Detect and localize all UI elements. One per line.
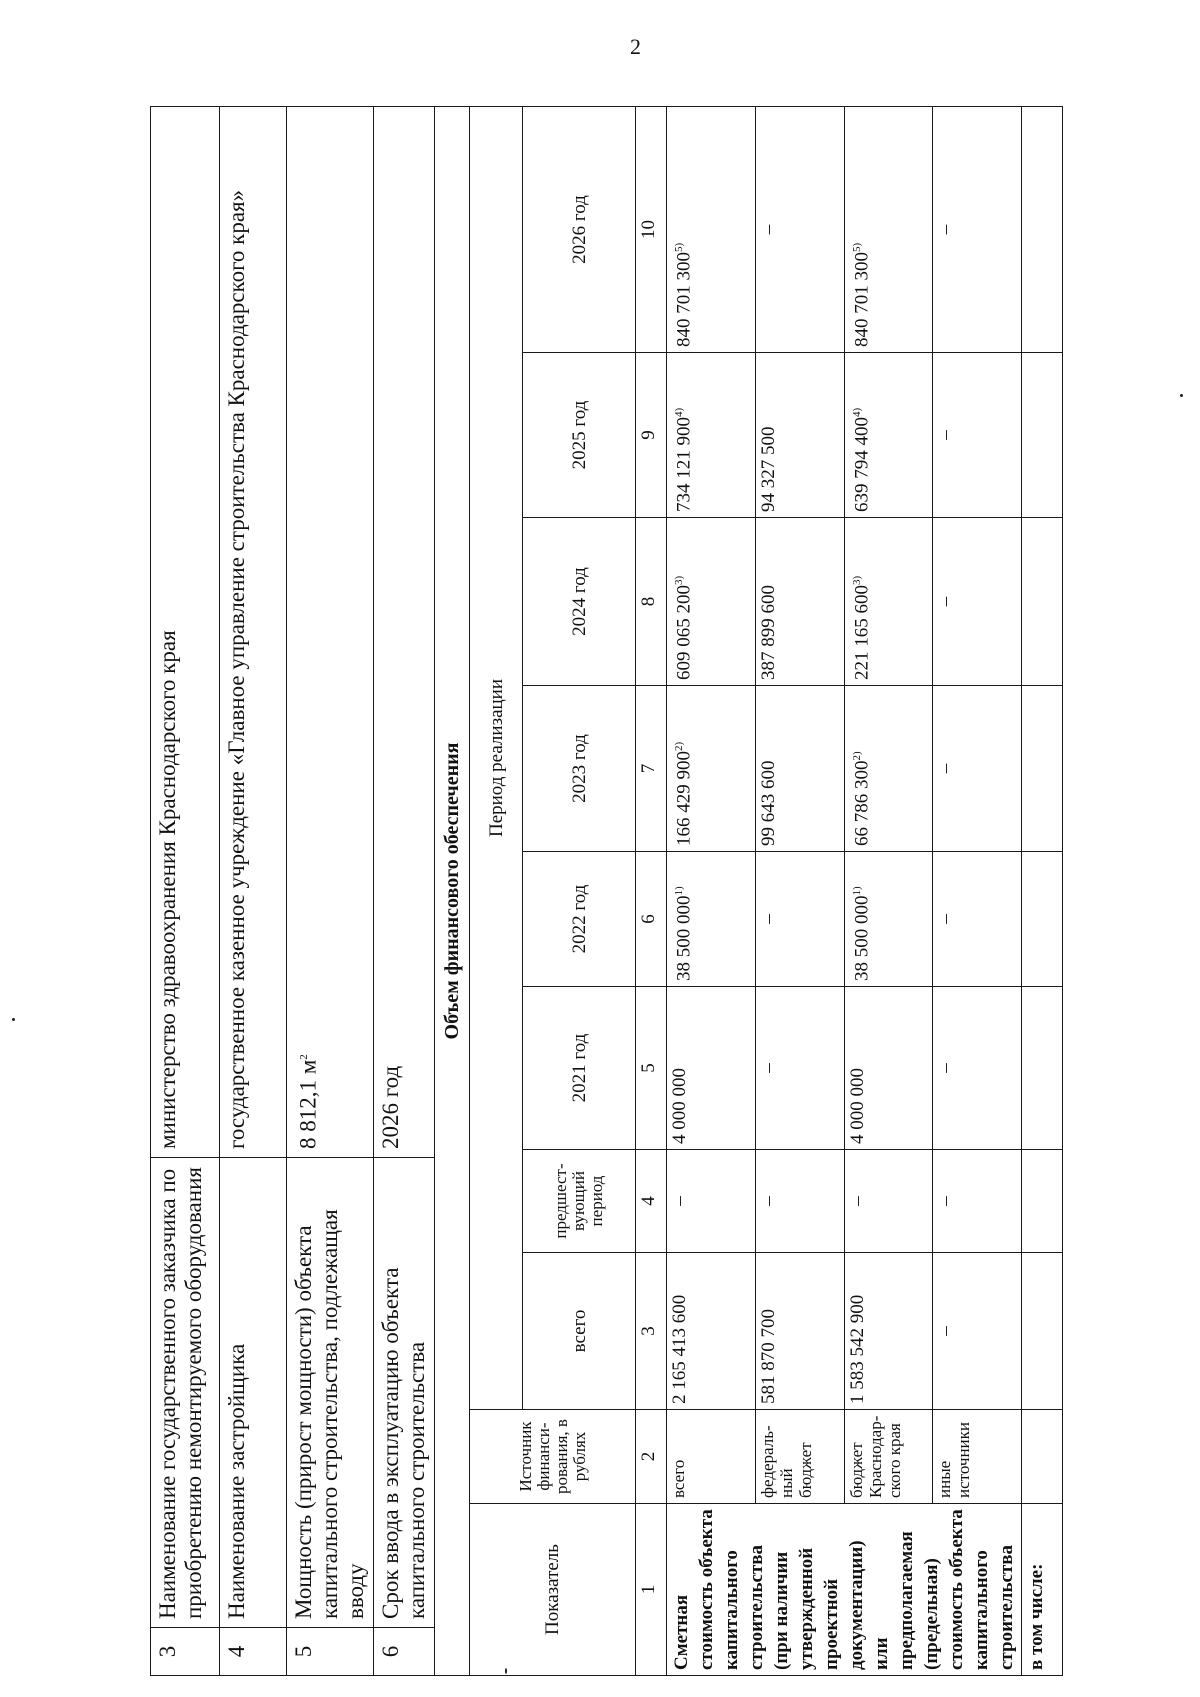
page-number: 2	[630, 34, 641, 59]
info-row-number: 6	[374, 1628, 435, 1676]
amount: 639 794 400	[850, 417, 872, 512]
amount: –	[757, 914, 779, 924]
empty-cell	[1022, 686, 1063, 852]
value-cell	[755, 852, 844, 987]
column-number: 8	[636, 518, 667, 686]
info-row	[220, 107, 287, 1676]
source-cell: бюджет Краснодар-ского края	[844, 1410, 933, 1504]
amount: –	[757, 1196, 779, 1206]
source-cell: федераль-ный бюджет	[755, 1410, 844, 1504]
amount: –	[935, 1063, 957, 1073]
info-row-number: 3	[151, 1628, 220, 1676]
info-row-value: министерство здравоохранения Краснодарского края	[151, 107, 220, 1158]
value-cell	[755, 987, 844, 1150]
header-indicator: Показатель	[470, 1504, 636, 1676]
info-row-label: Срок ввода в эксплуатацию объекта капитального строительства	[374, 1158, 435, 1628]
value-cell	[667, 107, 756, 353]
amount: –	[935, 1326, 957, 1336]
value-cell	[933, 686, 1022, 852]
header-total: всего	[523, 1253, 636, 1410]
value-cell	[755, 1150, 844, 1253]
value-cell	[755, 518, 844, 686]
amount: 166 429 900	[673, 751, 695, 846]
empty-cell	[1022, 1253, 1063, 1410]
empty-cell	[1022, 353, 1063, 518]
amount: 734 121 900	[673, 417, 695, 512]
info-row-number: 4	[220, 1628, 287, 1676]
project-info-table	[150, 106, 435, 1676]
info-row-label: Наименование застройщика	[220, 1158, 287, 1628]
footnote-marker: 1)	[673, 886, 685, 896]
value-cell	[844, 1150, 933, 1253]
financing-table	[435, 106, 1063, 1676]
value-cell	[844, 518, 933, 686]
footnote-marker: 5)	[673, 242, 685, 252]
column-number: 9	[636, 353, 667, 518]
info-row-number: 5	[287, 1628, 374, 1676]
header-year: 2026 год	[523, 107, 636, 353]
value-cell	[933, 987, 1022, 1150]
footnote-marker: 1)	[850, 886, 863, 896]
amount: 581 870 700	[757, 1309, 779, 1404]
amount: –	[935, 914, 957, 924]
value-cell	[755, 353, 844, 518]
column-number: 4	[636, 1150, 667, 1253]
value-cell	[667, 852, 756, 987]
amount: 4 000 000	[846, 1068, 868, 1144]
amount: 840 701 300	[850, 252, 872, 347]
source-cell: иные источники	[933, 1410, 1022, 1504]
header-year: 2021 год	[523, 987, 636, 1150]
column-number: 2	[636, 1410, 667, 1504]
column-number: 10	[636, 107, 667, 353]
value-cell	[844, 107, 933, 353]
amount: 1 583 542 900	[846, 1294, 868, 1404]
financing-title: Объем финансового обеспечения	[435, 107, 470, 1676]
value-cell	[844, 987, 933, 1150]
header-year: 2023 год	[523, 686, 636, 852]
header-preceding: предшест-вующий период	[523, 1150, 636, 1253]
amount: 4 000 000	[669, 1068, 690, 1144]
info-row-value	[287, 107, 374, 1158]
amount: –	[935, 430, 957, 440]
in-that-number-label: в том числе:	[1022, 1504, 1063, 1676]
column-number: 1	[636, 1504, 667, 1676]
footnote-marker: 2)	[850, 751, 863, 761]
info-row	[151, 107, 220, 1676]
amount: 2 165 413 600	[669, 1294, 690, 1404]
amount: 840 701 300	[673, 252, 695, 347]
financing-row	[933, 107, 1022, 1676]
header-year: 2022 год	[523, 852, 636, 987]
value-cell	[844, 1253, 933, 1410]
header-period: Период реализации	[470, 107, 523, 1410]
source-cell: всего	[667, 1410, 756, 1504]
footnote-marker: 3)	[850, 575, 863, 585]
financing-row	[755, 107, 844, 1676]
amount: 38 500 000	[850, 895, 872, 981]
amount: 387 899 600	[757, 585, 779, 680]
empty-cell	[1022, 1150, 1063, 1253]
amount: 66 786 300	[850, 760, 872, 846]
value-cell	[933, 1253, 1022, 1410]
value-cell	[933, 107, 1022, 353]
empty-cell	[1022, 518, 1063, 686]
unit-superscript: 2	[298, 1054, 310, 1060]
amount: –	[757, 1063, 779, 1073]
value-cell	[933, 852, 1022, 987]
empty-cell	[1022, 107, 1063, 353]
value-cell	[755, 107, 844, 353]
capacity-value: 8 812,1 м	[295, 1059, 321, 1149]
info-row	[374, 107, 435, 1676]
amount: –	[935, 596, 957, 607]
footnote-marker: 3)	[673, 575, 685, 585]
footnote-marker: 4)	[850, 407, 863, 417]
column-number: 7	[636, 686, 667, 852]
empty-cell	[1022, 987, 1063, 1150]
amount: 38 500 000	[673, 895, 695, 981]
header-year: 2024 год	[523, 518, 636, 686]
header-year: 2025 год	[523, 353, 636, 518]
header-source: Источник финанси-рования, в рублях	[470, 1410, 636, 1504]
info-row-value: 2026 год	[374, 107, 435, 1158]
indicator-cell: Сметная стоимость объекта капитального строительства (при наличии утвержденной проектной документации) или предполагаемая (предельная) стоимость объекта капитального строительства	[667, 1504, 1022, 1676]
column-number: 6	[636, 852, 667, 987]
financing-row	[667, 107, 756, 1676]
value-cell	[933, 1150, 1022, 1253]
value-cell	[933, 518, 1022, 686]
column-number: 3	[636, 1253, 667, 1410]
amount: 94 327 500	[757, 426, 779, 512]
rotated-document-table	[150, 106, 1090, 1676]
amount: 99 643 600	[757, 760, 779, 846]
value-cell	[667, 1150, 756, 1253]
column-number: 5	[636, 987, 667, 1150]
info-row	[287, 107, 374, 1676]
amount: –	[846, 1196, 868, 1206]
empty-cell	[1022, 1410, 1063, 1504]
footnote-marker: 5)	[850, 242, 863, 252]
value-cell	[667, 686, 756, 852]
value-cell	[755, 686, 844, 852]
footnote-marker: 4)	[673, 407, 685, 417]
value-cell	[667, 1253, 756, 1410]
value-cell	[844, 353, 933, 518]
value-cell	[667, 518, 756, 686]
financing-row	[844, 107, 933, 1676]
value-cell	[667, 353, 756, 518]
amount: 221 165 600	[850, 585, 872, 680]
amount: –	[935, 763, 957, 774]
amount: –	[669, 1196, 690, 1206]
amount: 609 065 200	[673, 585, 695, 680]
value-cell	[667, 987, 756, 1150]
value-cell	[755, 1253, 844, 1410]
empty-cell	[1022, 852, 1063, 987]
value-cell	[844, 686, 933, 852]
info-row-label: Наименование государственного заказчика по приобретению немонтируемого оборудования	[151, 1158, 220, 1628]
value-cell	[844, 852, 933, 987]
scan-speck	[12, 1018, 15, 1021]
amount: –	[757, 224, 779, 235]
amount: –	[935, 1196, 957, 1206]
info-row-value: государственное казенное учреждение «Главное управление строительства Краснодарского края»	[220, 107, 287, 1158]
info-row-label: Мощность (прирост мощности) объекта капитального строительства, подлежащая вводу	[287, 1158, 374, 1628]
value-cell	[933, 353, 1022, 518]
amount: –	[935, 224, 957, 235]
scan-speck	[1180, 394, 1183, 397]
footnote-marker: 2)	[673, 741, 685, 751]
